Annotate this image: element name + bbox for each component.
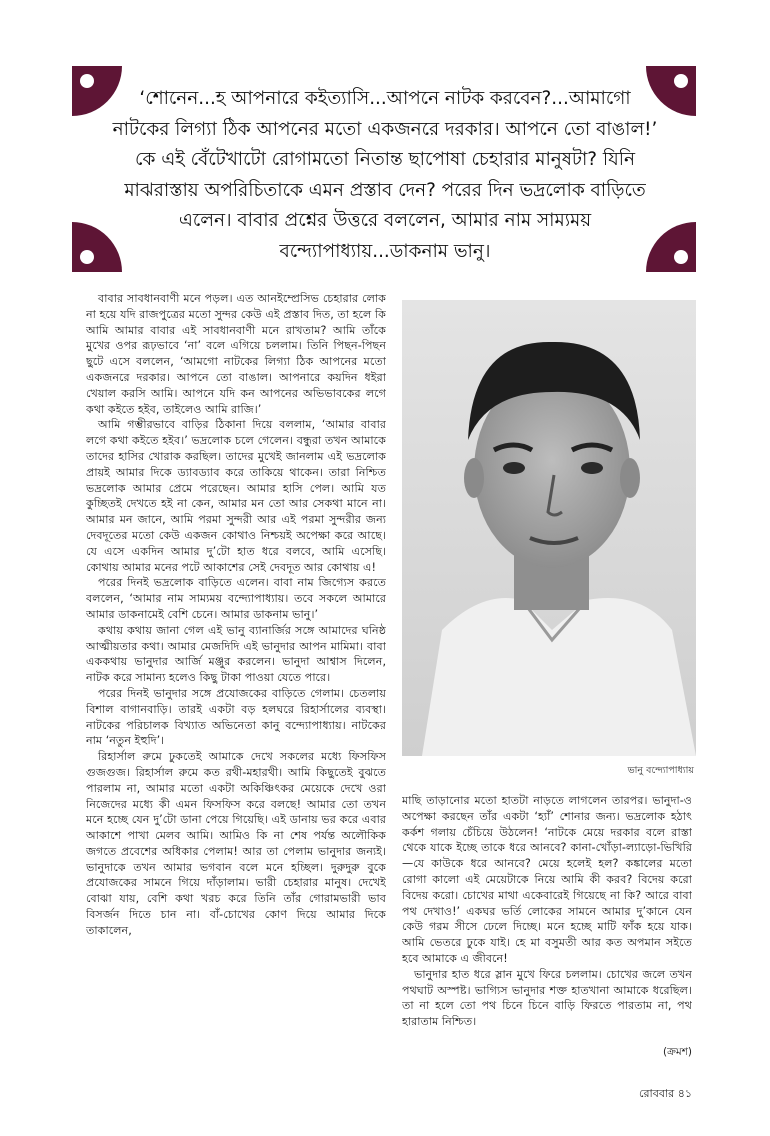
paragraph: আমি গম্ভীরভাবে বাড়ির ঠিকানা দিয়ে বললাম, ‘আমার বাবার লগে কথা কইতে হইব।’ ভদ্রলোক চলে গেলেন। বন্ধুরা তখন আমাকে তাদের হাসির খোরাক করছিল। তাদের মুখেই জানলাম এই ভদ্রলোক প্রায়ই আমার দিকে ড্যাবড্যাব করে তাকিয়ে থাকেন। তারা নিশ্চিত ভদ্রলোক আমার প্রেমে পরেছেন। আমার হাসি পেল। আমি যত কুচ্ছিতই দেখতে হই না কেন, আমার মন তো আর সেকথা মানে না। আমার মন জানে, আমি পরমা সুন্দরী আর এই পরমা সুন্দরীর জন্য দেবদূতের মতো কেউ একজন কোথাও নিশ্চয়ই অপেক্ষা করে আছে। যে এসে একদিন আমার দু’টো হাত ধরে বলবে, আমি এসেছি। কোথায় আমার মনের পটে আকাশের সেই দেবদূত আর কোথায় এ! — [86, 418, 386, 574]
continued-note: (ক্রমশ) — [662, 1046, 692, 1058]
paragraph: পরের দিনই ভদ্রলোক বাড়িতে এলেন। বাবা নাম জিগ্যেস করতে বললেন, ‘আমার নাম সাম্যময় বন্দ্যোপাধ্যায়। তবে সকলে আমারে আমার ডাকনামেই বেশি চেনে। আমার ডাকনাম ভানু।’ — [86, 576, 386, 621]
paragraph: কথায় কথায় জানা গেল এই ভানু ব্যানার্জির সঙ্গে আমাদের ঘনিষ্ঠ আত্মীয়তার কথা। আমার মেজদিদি এই ভানুদার আপন মামিমা। বাবা এককথায় ভানুদার আর্জি মঞ্জুর করলেন। ভানুদা আশ্বাস দিলেন, নাটক করে সামান্য হলেও কিছু টাকা পাওয়া যেতে পারে। — [86, 623, 386, 685]
article-column-right — [402, 793, 692, 1043]
article-column-left — [86, 291, 386, 1061]
pull-quote: ‘শোনেন...হ আপনারে কইত্যাসি...আপনে নাটক করবেন?...আমাগো নাটকের লিগ্যা ঠিক আপনের মতো একজনরে দরকার। আপনে তো বাঙাল!’ কে এই বেঁটেখাটো রোগামতো নিতান্ত ছাপোষা চেহারার মানুষটা? যিনি মাঝরাস্তায় অপরিচিতাকে এমন প্রস্তাব দেন? পরের দিন ভদ্রলোক বাড়িতে এলেন। বাবার প্রশ্নের উত্তরে বললেন, আমার নাম সাম্যময় বন্দ্যোপাধ্যায়...ডাকনাম ভানু। — [112, 88, 658, 262]
paragraph: ভানুদার হাত ধরে স্লান মুখে ফিরে চললাম। চোখের জলে তখন পথঘাট অস্পষ্ট। ভাগ্যিস ভানুদার শক্ত হাতখানা আমাকে ধরেছিল। তা না হলে তো পথ চিনে চিনে বাড়ি ফিরতে পারতাম না, পথ হারাতাম নিশ্চিত। — [402, 967, 692, 1029]
paragraph: পরের দিনই ভানুদার সঙ্গে প্রযোজকের বাড়িতে গেলাম। চেতলায় বিশাল বাগানবাড়ি। তারই একটা বড় হলঘরে রিহার্সালের ব্যবস্থা। নাটকের পরিচালক বিখ্যাত অভিনেতা কানু বন্দ্যোপাধ্যায়। নাটকের নাম ‘নতুন ইহুদি’। — [86, 686, 386, 748]
page-footer: রোববার ৪১ — [639, 1087, 692, 1100]
portrait-photo — [402, 300, 696, 756]
photo-caption: ভানু বন্দ্যোপাধ্যায় — [627, 765, 694, 776]
paragraph: বাবার সাবধানবাণী মনে পড়ল। এত আনইম্প্রেসিভ চেহারার লোক না হয়ে যদি রাজপুত্রের মতো সুন্দর কেউ এই প্রস্তাব দিত, তা হলে কি আমি আমার বাবার এই সাবধানবাণী মনে রাখতাম? আমি তাঁকে মুখের ওপর রূঢ়ভাবে ‘না’ বলে এগিয়ে চললাম। তিনি পিছন-পিছন ছুটে এসে বললেন, ‘আমগো নাটকের লিগ্যা ঠিক আপনের মতো একজনরে দরকার। আপনে তো বাঙাল। আপনারে কয়দিন ধইরা খেয়াল করসি আমি। আপনে যদি কন আপনের অভিভাবকের লগে কথা কইতে হইব, তাইলেও আমি রাজি।’ — [86, 292, 386, 416]
paragraph: মাছি তাড়ানোর মতো হাতটা নাড়তে লাগলেন তারপর। ভানুদা-ও অপেক্ষা করছেন তাঁর একটা ‘হ্যাঁ’ শোনার জন্য। ভদ্রলোক হঠাৎ কর্কশ গলায় চেঁচিয়ে উঠলেন! ‘নাটকে মেয়ে দরকার বলে রাস্তা থেকে যাকে ইচ্ছে তাকে ধরে আনবে? কানা-খোঁড়া-ল্যাড়ো-ভিখিরি—যে কাউকে ধরে আনবে? মেয়ে হলেই হল? কঙ্কালের মতো রোগা কালো এই মেয়েটাকে নিয়ে আমি কী করব? বিদেয় করো বিদেয় করো। চোখের মাথা একেবারেই গিয়েছে না কি? আরে বাবা পথ দেখাও!’ একঘর ভর্তি লোকের সামনে আমার দু’কানে যেন কেউ গরম সীসে ঢেলে দিচ্ছে। মনে হচ্ছে মাটি ফাঁক হয়ে যাক। আমি ভেতরে ঢুকে যাই। হে মা বসুমতী আর কত অপমান সইতে হবে আমাকে এ জীবনে! — [402, 794, 692, 965]
paragraph: রিহার্সাল রুমে ঢুকতেই আমাকে দেখে সকলের মধ্যে ফিসফিস গুজগুজ। রিহার্সাল রুমে কত রথী-মহারথী। আমি কিছুতেই বুঝতে পারলাম না, আমার মতো একটা অকিঞ্চিৎকর মেয়েকে দেখে ওরা নিজেদের মধ্যে কী এমন ফিসফিস করে বলছে! আমার তো তখন মনে হচ্ছে যেন দু’টো ডানা পেয়ে গিয়েছি। এই ডানায় ভর করে এবার আকাশে পাখা মেলব আমি। আমিও কি না শেষ পর্যন্ত অলৌকিক জগতে প্রবেশের অধিকার পেলাম! আর তা পেলাম ভানুদার জন্যই। ভানুদাকে তখন আমার ভগবান বলে মনে হচ্ছিল। দুরুদুরু বুকে প্রযোজকের সামনে গিয়ে দাঁড়ালাম। ভারী চেহারার মানুষ। দেখেই বোঝা যায়, বেশি কথা খরচ করে তিনি তাঁর গোরামভারী ভাব বিসর্জন দিতে চান না। বাঁ-চোখের কোণ দিয়ে আমার দিকে তাকালেন, — [86, 750, 386, 937]
